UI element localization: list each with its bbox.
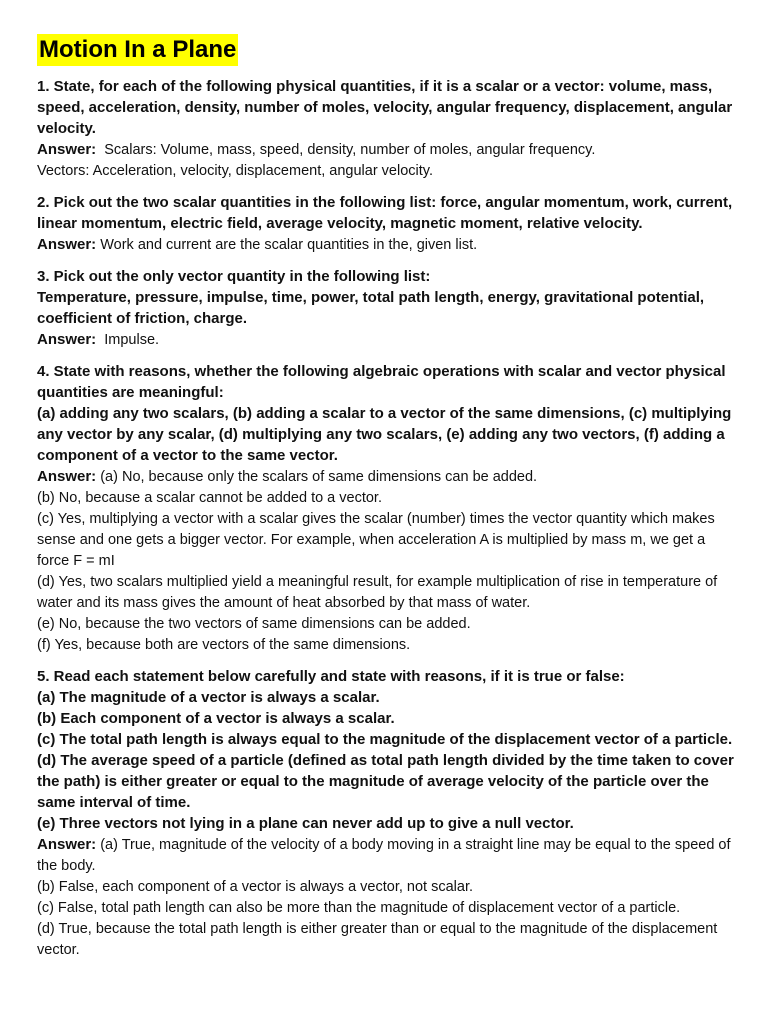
- answer-4-line-4: (d) Yes, two scalars multiplied yield a meaningful result, for example multiplication of rise in temperature of water and its mass gives the amount of heat absorbed by that mass of water.: [37, 574, 718, 611]
- question-5-line-2: (a) The magnitude of a vector is always a scalar.: [37, 689, 380, 706]
- answer-1-line-1: [37, 139, 737, 161]
- answer-label: Answer:: [37, 141, 97, 158]
- answer-3-line-1: [37, 329, 737, 351]
- answer-4-line-2: (b) No, because a scalar cannot be added to a vector.: [37, 490, 382, 506]
- question-5-line-3: (b) Each component of a vector is always a scalar.: [37, 710, 395, 727]
- answer-4-line-3: (c) Yes, multiplying a vector with a scalar gives the scalar (number) times the vector quantity which makes sense and one gets a bigger vector. For example, when acceleration A is multiplied by mass m, we get a force F = mI: [37, 511, 715, 569]
- qa-block-4: [37, 361, 737, 656]
- answer-label: Answer:: [37, 468, 97, 485]
- answer-5-line-4: (d) True, because the total path length is either greater than or equal to the magnitude of the displacement vector.: [37, 921, 718, 958]
- document-page: [37, 34, 737, 971]
- page-title: Motion In a Plane: [37, 34, 238, 66]
- answer-4-line-1: [37, 466, 737, 488]
- answer-text: Scalars: Volume, mass, speed, density, number of moles, angular frequency.: [104, 142, 596, 158]
- qa-block-5: [37, 666, 737, 961]
- answer-2-line-1: [37, 234, 737, 256]
- question-1: 1. State, for each of the following physical quantities, if it is a scalar or a vector: volume, mass, speed, acceleration, density, number of moles, velocity, angular frequency, displacement, angular velocity.: [37, 78, 733, 137]
- answer-1-line-2: Vectors: Acceleration, velocity, displacement, angular velocity.: [37, 163, 433, 179]
- answer-5-line-2: (b) False, each component of a vector is always a vector, not scalar.: [37, 879, 474, 895]
- qa-block-2: [37, 192, 737, 256]
- answer-text: Impulse.: [104, 332, 160, 348]
- question-3-line-2: Temperature, pressure, impulse, time, power, total path length, energy, gravitational potential, coefficient of friction, charge.: [37, 289, 705, 327]
- question-5-line-5: (d) The average speed of a particle (defined as total path length divided by the time taken to cover the path) is either greater or equal to the magnitude of average velocity of the particle over the same interval of time.: [37, 752, 734, 811]
- question-2: 2. Pick out the two scalar quantities in the following list: force, angular momentum, work, current, linear momentum, electric field, average velocity, magnetic moment, relative velocity.: [37, 194, 733, 232]
- answer-text: Work and current are the scalar quantities in the, given list.: [100, 237, 478, 253]
- qa-block-3: [37, 266, 737, 351]
- question-5-line-6: (e) Three vectors not lying in a plane can never add up to give a null vector.: [37, 815, 574, 832]
- question-4-line-2: (a) adding any two scalars, (b) adding a scalar to a vector of the same dimensions, (c) multiplying any vector by any scalar, (d) multiplying any two scalars, (e) adding any two vectors, (f) adding a component of a vector to the same vector.: [37, 405, 732, 464]
- answer-label: Answer:: [37, 836, 97, 853]
- answer-5-line-1: [37, 834, 737, 877]
- answer-label: Answer:: [37, 331, 97, 348]
- answer-4-line-5: (e) No, because the two vectors of same dimensions can be added.: [37, 616, 471, 632]
- qa-block-1: [37, 76, 737, 182]
- question-5-line-1: 5. Read each statement below carefully and state with reasons, if it is true or false:: [37, 668, 625, 685]
- answer-text: (a) No, because only the scalars of same dimensions can be added.: [100, 469, 538, 485]
- answer-label: Answer:: [37, 236, 97, 253]
- answer-text: (a) True, magnitude of the velocity of a body moving in a straight line may be equal to the speed of the body.: [37, 837, 731, 874]
- answer-4-line-6: (f) Yes, because both are vectors of the same dimensions.: [37, 637, 411, 653]
- answer-5-line-3: (c) False, total path length can also be more than the magnitude of displacement vector of a particle.: [37, 900, 681, 916]
- question-4-line-1: 4. State with reasons, whether the following algebraic operations with scalar and vector physical quantities are meaningful:: [37, 363, 726, 401]
- question-5-line-4: (c) The total path length is always equal to the magnitude of the displacement vector of a particle.: [37, 731, 733, 748]
- question-3-line-1: 3. Pick out the only vector quantity in the following list:: [37, 268, 431, 285]
